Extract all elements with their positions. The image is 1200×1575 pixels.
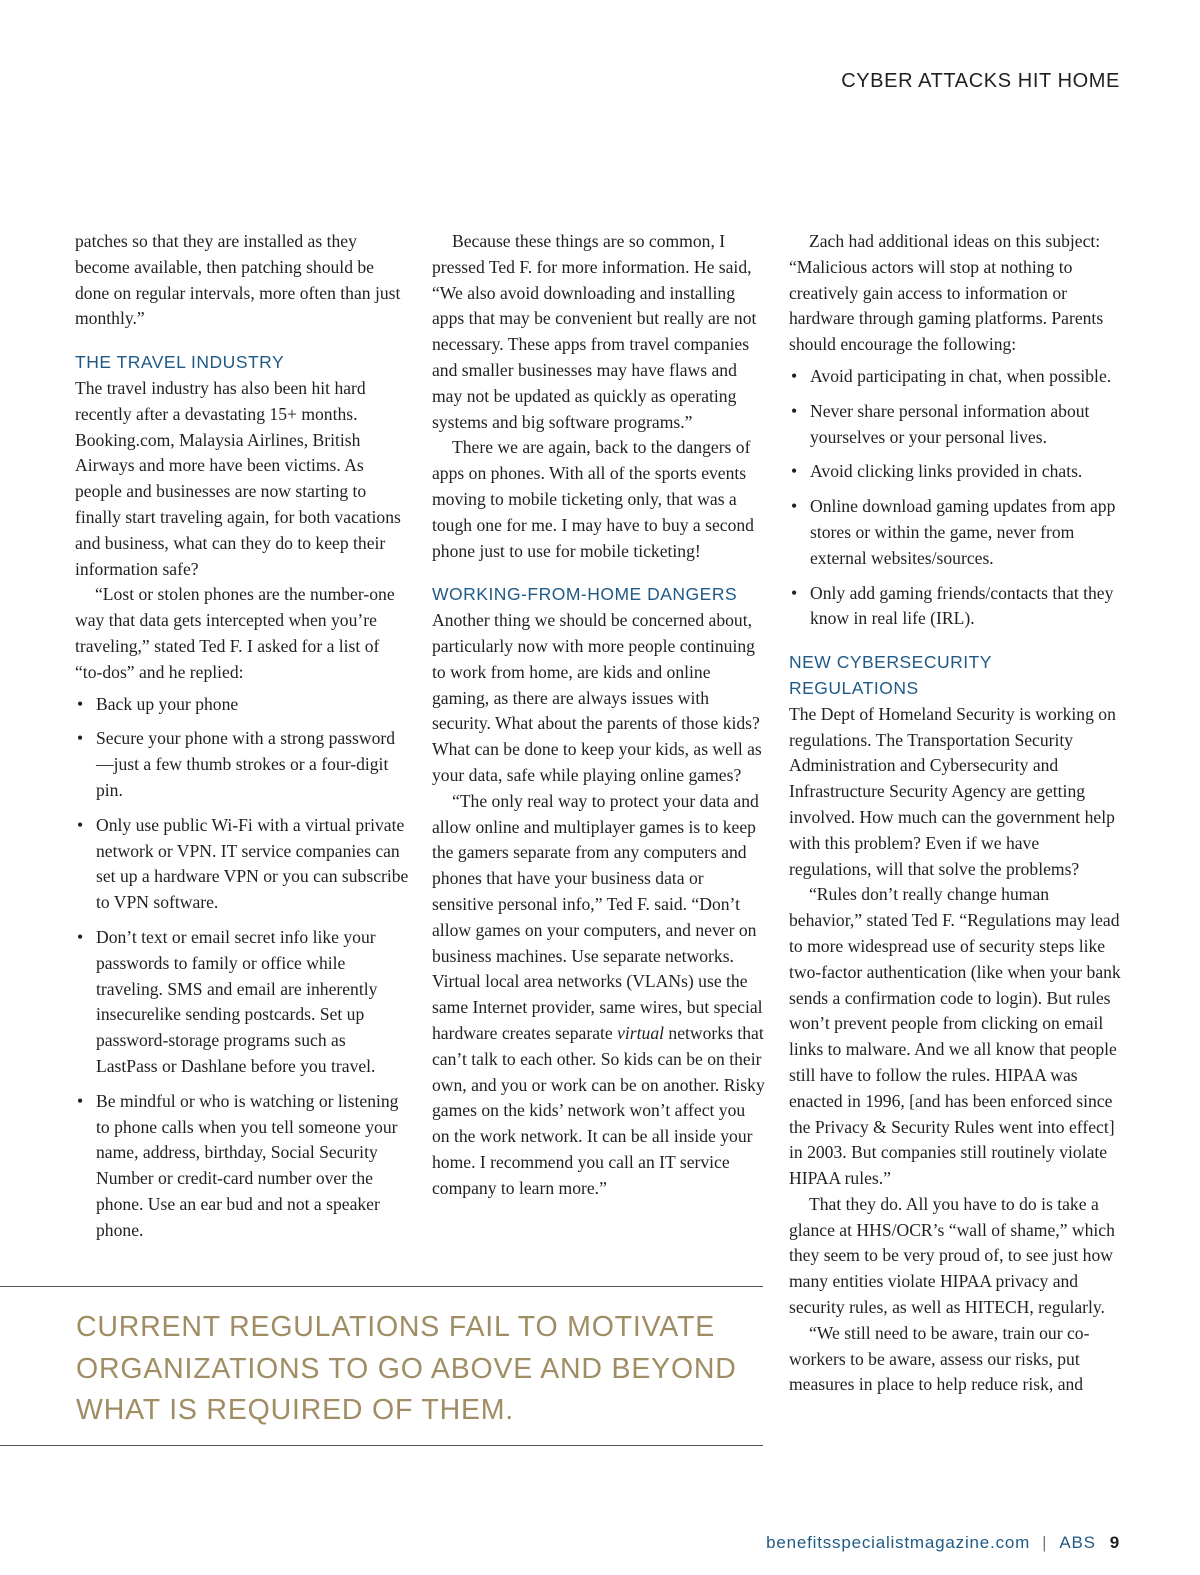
column-3 xyxy=(789,229,1124,1398)
footer-website: benefitsspecialistmagazine.com xyxy=(766,1533,1031,1552)
list-item-vpn: • Only use public Wi-Fi with a virtual private network or VPN. IT service companies can set up a hardware VPN or you can subscribe to VPN software. xyxy=(75,813,410,916)
list-item-official-updates: • Online download gaming updates from app stores or within the game, never from external websites/sources. xyxy=(789,494,1124,571)
list-item-mindful-calls: • Be mindful or who is watching or listening to phone calls when you tell someone your name, address, birthday, Social Security Number or credit-card number over the phone. Use an ear bud and not a speaker phone. xyxy=(75,1089,410,1244)
list-item-known-friends: • Only add gaming friends/contacts that they know in real life (IRL). xyxy=(789,581,1124,633)
list-item-strong-password: • Secure your phone with a strong password—just a few thumb strokes or a four-digit pin. xyxy=(75,726,410,803)
paragraph-stay-aware: “We still need to be aware, train our co-workers to be aware, assess our risks, put measures in place to help reduce risk, and xyxy=(789,1322,1090,1395)
paragraph-patching-continued: patches so that they are installed as they become available, then patching should be done on regular intervals, more often than just monthly.” xyxy=(75,231,401,329)
italic-virtual: virtual xyxy=(617,1022,665,1043)
paragraph-travel-intro: The travel industry has also been hit hard recently after a devastating 15+ months. Booking.com, Malaysia Airlines, British Airways and more have been victims. As people and businesses are now starting to finally start traveling again, for both vacations and business, what can they do to keep their information safe? xyxy=(75,377,401,579)
list-item-no-secret-texts: • Don’t text or email secret info like your passwords to family or office while traveling. SMS and email are inherently insecurelike sending postcards. Set up password-storage programs such as LastPass or Dashlane before you travel. xyxy=(75,925,410,1080)
separate-networks-text-start: “The only real way to protect your data and allow online and multiplayer games is to keep the gamers separate from any computers and phones that have your business data or sensitive personal info,” Ted F. said. “Don’t allow games on your computers, and never on business machines. Use separate networks. Virtual local area networks (VLANs) use the same Internet provider, same wires, but special hardware creates separate xyxy=(432,790,763,1043)
page-footer xyxy=(766,1533,1120,1553)
pull-quote xyxy=(0,1286,763,1446)
paragraph-lost-phones: “Lost or stolen phones are the number-one way that data gets intercepted when you’re traveling,” stated Ted F. I asked for a list of “to-dos” and he replied: xyxy=(75,584,395,682)
heading-working-from-home: WORKING-FROM-HOME DANGERS xyxy=(432,584,738,605)
paragraph-rules-behavior: “Rules don’t really change human behavior,” stated Ted F. “Regulations may lead to more widespread use of security steps like two-factor authentication (like when your bank sends a confirmation code to login). But rules won’t prevent people from clicking on email links to malware. And we all know that people still have to follow the rules. HIPAA was enacted in 1996, [and has been enforced since the Privacy & Security Rules went into effect] in 2003. But companies still routinely violate HIPAA rules.” xyxy=(789,884,1121,1189)
running-header: CYBER ATTACKS HIT HOME xyxy=(841,70,1120,92)
page-number: 9 xyxy=(1109,1533,1120,1552)
separate-networks-text-end: networks that can’t talk to each other. So kids can be on their own, and you or work can be on another. Risky games on the kids’ network won’t affect you on the work network. It can be all inside your home. I recommend you call an IT service company to learn more.” xyxy=(432,1022,765,1198)
column-2 xyxy=(432,229,767,1201)
gaming-tips-list xyxy=(789,364,1124,632)
footer-separator: | xyxy=(1042,1533,1048,1552)
heading-travel-industry: THE TRAVEL INDUSTRY xyxy=(75,352,285,373)
list-item-avoid-links: • Avoid clicking links provided in chats. xyxy=(789,459,1124,485)
column-1 xyxy=(75,229,410,1261)
footer-publication: ABS xyxy=(1059,1533,1096,1552)
list-item-avoid-chat: • Avoid participating in chat, when possible. xyxy=(789,364,1124,390)
travel-todo-list xyxy=(75,692,410,1244)
paragraph-homeland-security: The Dept of Homeland Security is working on regulations. The Transportation Security Administration and Cybersecurity and Infrastructure Security Agency are getting involved. How much can the government help with this problem? Even if we have regulations, will that solve the problems? xyxy=(789,703,1116,879)
list-item-backup-phone: • Back up your phone xyxy=(75,692,410,718)
paragraph-separate-networks xyxy=(432,789,767,1202)
list-item-no-personal-info: • Never share personal information about yourselves or your personal lives. xyxy=(789,399,1124,451)
paragraph-wall-of-shame: That they do. All you have to do is take a glance at HHS/OCR’s “wall of shame,” which they seem to be very proud of, to see just how many entities violate HIPAA privacy and security rules, as well as HITECH, regularly. xyxy=(789,1193,1115,1318)
paragraph-avoid-apps: Because these things are so common, I pressed Ted F. for more information. He said, “We also avoid downloading and installing apps that may be convenient but really are not necessary. These apps from travel companies and smaller businesses may have flaws and may not be updated as quickly as operating systems and big software programs.” xyxy=(432,231,757,432)
pull-quote-text: CURRENT REGULATIONS FAIL TO MOTIVATE ORGANIZATIONS TO GO ABOVE AND BEYOND WHAT IS REQUIRED OF THEM. xyxy=(76,1311,737,1426)
paragraph-zach-ideas: Zach had additional ideas on this subject: “Malicious actors will stop at nothing to creatively gain access to information or hardware through gaming platforms. Parents should encourage the following: xyxy=(789,231,1104,355)
paragraph-kids-gaming: Another thing we should be concerned about, particularly now with more people continuing to work from home, are kids and online gaming, as there are always issues with security. What about the parents of those kids? What can be done to keep your kids, as well as your data, safe while playing online games? xyxy=(432,610,762,785)
heading-new-regulations: NEW CYBERSECURITY REGULATIONS xyxy=(789,652,992,698)
paragraph-mobile-ticketing: There we are again, back to the dangers of apps on phones. With all of the sports events moving to mobile ticketing only, that was a tough one for me. I may have to buy a second phone just to use for mobile ticketing! xyxy=(432,437,754,561)
